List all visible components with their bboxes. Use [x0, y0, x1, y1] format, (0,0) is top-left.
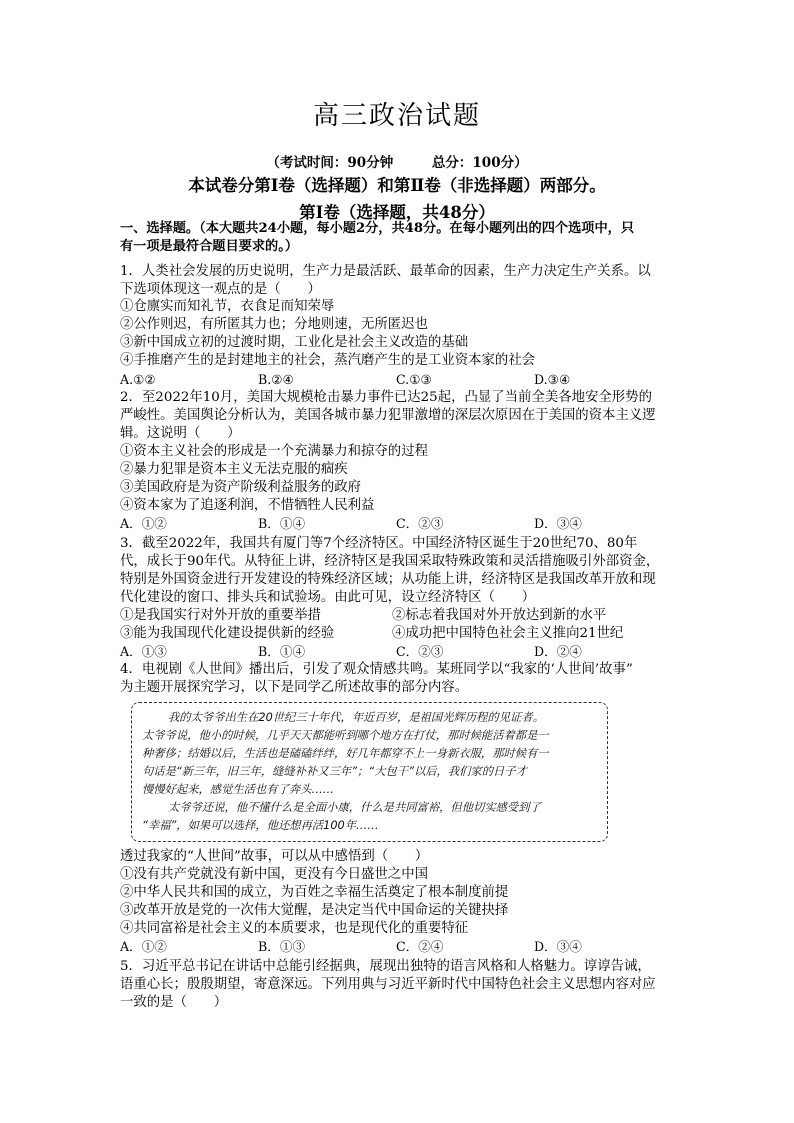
option-b: B.②④ [258, 372, 294, 387]
statement: ④成功把中国特色社会主义推向21世纪 [392, 626, 624, 641]
statement: ④共同富裕是社会主义的本质要求，也是现代化的重要特征 [120, 921, 469, 936]
question-stem: 为主题开展探究学习，以下是同学乙所述故事的部分内容。 [120, 680, 469, 695]
question-stem: 特别是外国资金进行开发建设的特殊经济区域；从功能上讲，经济特区是我国改革开放和现 [120, 572, 656, 587]
story-line: 太爷爷还说，他不懂什么是全面小康，什么是共同富裕，但他切实感受到了 [168, 801, 541, 814]
question-stem: 一致的是（ ） [120, 995, 228, 1010]
question-stem: 代，成长于90年代。从特征上讲，经济特区是我国采取特殊政策和灵活措施吸引外部资金， [120, 554, 660, 569]
option-b: B．①③ [258, 939, 306, 954]
option-d: D．③④ [534, 939, 582, 954]
option-c: C．②③ [396, 516, 444, 531]
question-stem: 2．至2022年10月，美国大规模枪击暴力事件已达25起，凸显了当前全美各地安全形势的 [120, 390, 652, 405]
statement: ③新中国成立初的过渡时期，工业化是社会主义改造的基础 [120, 335, 469, 350]
question-stem: 3．截至2022年，我国共有厦门等7个经济特区。中国经济特区诞生于20世纪70、80年 [120, 536, 638, 551]
option-a: A．①② [120, 516, 167, 531]
story-line: 我的太爷爷出生在20世纪三十年代，年近百岁，是祖国光辉历程的见证者。 [168, 711, 544, 724]
question-stem: 1．人类社会发展的历史说明，生产力是最活跃、最革命的因素，生产力决定生产关系。以 [120, 264, 651, 279]
question-stem: 严峻性。美国舆论分析认为，美国各城市暴力犯罪激增的深层次原因在于美国的资本主义逻 [120, 408, 656, 423]
story-line: 太爷爷说，他小的时候，几乎天天都能听到哪个地方在打仗，那时候能活着都是一 [142, 729, 549, 742]
statement: ③能为我国现代化建设提供新的经验 [120, 626, 335, 641]
question-stem: 4．电视剧《人世间》播出后，引发了观众情感共鸣。某班同学以“我家的‘人世间’故事” [120, 662, 633, 677]
option-a: A.①② [120, 372, 156, 387]
statement: ③改革开放是党的一次伟大觉醒，是决定当代中国命运的关键抉择 [120, 903, 509, 918]
option-b: B．①④ [258, 644, 306, 659]
story-line: “幸福”，如果可以选择，他还想再活100年…… [142, 819, 379, 832]
option-c: C．②③ [396, 644, 444, 659]
question-stem: 代化建设的窗口、排头兵和试验场。由此可见，设立经济特区（ ） [120, 590, 536, 605]
part-one-heading: 第Ⅰ卷（选择题，共48分） [299, 203, 495, 222]
option-d: D．③④ [534, 516, 582, 531]
statement: ①没有共产党就没有新中国，更没有今日盛世之中国 [120, 867, 428, 882]
exam-meta [0, 151, 794, 171]
question-stem: 5．习近平总书记在讲话中总能引经据典，展现出独特的语言风格和人格魅力。谆谆告诫， [120, 959, 651, 974]
story-line: 慢慢好起来，感觉生活也有了奔头…… [142, 783, 335, 796]
section-instruction: 一、选择题。（本大题共24小题，每小题2分，共48分。在每小题列出的四个选项中，只 [120, 221, 635, 236]
question-stem: 辑。这说明（ ） [120, 426, 241, 441]
option-c: C．②④ [396, 939, 444, 954]
statement: ④手推磨产生的是封建地主的社会，蒸汽磨产生的是工业资本家的社会 [120, 353, 536, 368]
statement: ①是我国实行对外开放的重要举措 [120, 608, 321, 623]
statement: ②暴力犯罪是资本主义无法克服的痼疾 [120, 462, 348, 477]
option-a: A．①③ [120, 644, 167, 659]
exam-title: 高三政治试题 [312, 101, 481, 131]
story-line: 种奢侈；结婚以后，生活也是磕磕绊绊，好几年都穿不上一身新衣服，那时候有一 [142, 747, 549, 760]
question-stem: 下选项体现这一观点的是（ ） [120, 282, 321, 297]
option-b: B．①④ [258, 516, 306, 531]
paper-intro: 本试卷分第Ⅰ卷（选择题）和第Ⅱ卷（非选择题）两部分。 [188, 176, 606, 195]
exam-time: （考试时间：90分钟 [266, 155, 394, 171]
option-a: A．①② [120, 939, 167, 954]
option-d: D．②④ [534, 644, 582, 659]
section-instruction: 有一项是最符合题目要求的。） [120, 239, 299, 254]
statement: ②中华人民共和国的成立，为百姓之幸福生活奠定了根本制度前提 [120, 885, 509, 900]
statement: ①资本主义社会的形成是一个充满暴力和掠夺的过程 [120, 444, 428, 459]
exam-score: 总分：100分） [431, 155, 528, 171]
statement: ②公作则迟，有所匿其力也；分地则速，无所匿迟也 [120, 317, 428, 332]
question-stem: 语重心长；殷殷期望，寄意深远。下列用典与习近平新时代中国特色社会主义思想内容对应 [120, 977, 656, 992]
story-line: 句话是“新三年，旧三年，缝缝补补又三年”；“大包干”以后，我们家的日子才 [142, 765, 527, 778]
statement: ④资本家为了追逐利润，不惜牺牲人民利益 [120, 498, 375, 513]
statement: ③美国政府是为资产阶级利益服务的政府 [120, 480, 362, 495]
option-d: D.③④ [534, 372, 571, 387]
statement: ②标志着我国对外开放达到新的水平 [392, 608, 607, 623]
option-c: C.①③ [396, 372, 432, 387]
statement: ①仓廪实而知礼节，衣食足而知荣辱 [120, 299, 335, 314]
question-ask: 透过我家的“人世间”故事，可以从中感悟到（ ） [120, 849, 429, 864]
